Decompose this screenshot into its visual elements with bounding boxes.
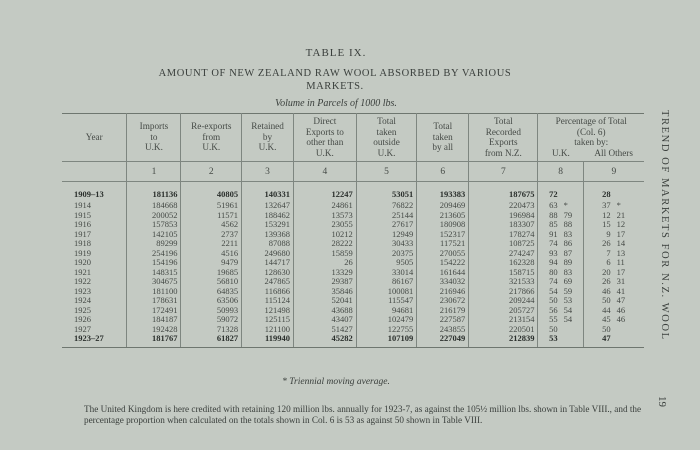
row-value: 11571 [181, 211, 242, 221]
row-value: 12949 [356, 230, 417, 240]
row-value: 125115 [242, 315, 294, 325]
row-value: 161644 [417, 268, 469, 278]
row-value: 6 [606, 257, 611, 267]
row-value: 51427 [293, 325, 356, 335]
header-retained: Retained by U.K. [242, 114, 294, 162]
row-value: 153291 [242, 220, 294, 230]
row-value: 121100 [242, 325, 294, 335]
row-value: 88 [561, 220, 584, 230]
header-pct-others: All Others [594, 147, 633, 158]
row-value: 321533 [469, 277, 538, 287]
col-number: 4 [293, 162, 356, 182]
row-value: 119940 [242, 334, 294, 347]
row-value: 45 [602, 314, 611, 324]
row-value: 140331 [242, 189, 294, 201]
row-value: 71328 [181, 325, 242, 335]
row-value: 100081 [356, 287, 417, 297]
row-year: 1925 [62, 306, 127, 316]
row-value: 254196 [127, 249, 181, 259]
row-value: 86 [561, 239, 584, 249]
header-total-all: Total taken by all [417, 114, 469, 162]
row-value: 4516 [181, 249, 242, 259]
row-value: 54 [561, 315, 584, 325]
header-reexports: Re-exports from U.K. [181, 114, 242, 162]
row-value: 12 [602, 209, 611, 220]
row-value: 180908 [417, 220, 469, 230]
col-number: 9 [583, 162, 644, 182]
row-year: 1916 [62, 220, 127, 230]
col-number: 6 [417, 162, 469, 182]
row-value: 200052 [127, 211, 181, 221]
row-value: 117521 [417, 239, 469, 249]
row-value: 334032 [417, 277, 469, 287]
page-number: 19 [656, 396, 668, 407]
row-year: 1924 [62, 296, 127, 306]
row-year: 1923–27 [62, 334, 127, 347]
row-year: 1917 [62, 230, 127, 240]
row-value: 27617 [356, 220, 417, 230]
row-value: 79 [561, 211, 584, 221]
row-year: 1922 [62, 277, 127, 287]
row-value: 13 [616, 247, 626, 258]
row-value: 4562 [181, 220, 242, 230]
row-value [614, 325, 644, 335]
row-value: 37 [602, 200, 611, 210]
row-value: 11 [616, 257, 625, 267]
row-value: 55 [549, 314, 558, 324]
row-value: 19685 [181, 268, 242, 278]
row-value: 187675 [469, 189, 538, 201]
row-value: 17 [616, 228, 626, 239]
row-value: 59 [561, 287, 584, 297]
row-value: 47 [583, 334, 613, 347]
header-total-recorded: Total Recorded Exports from N.Z. [469, 114, 538, 162]
row-value [561, 325, 584, 335]
row-value: 230672 [417, 296, 469, 306]
row-value: 216179 [417, 306, 469, 316]
row-value: 158715 [469, 268, 538, 278]
col-number-blank [62, 162, 127, 182]
wool-markets-table [62, 113, 644, 348]
row-value: 47 [616, 295, 626, 305]
row-value: 9 [606, 228, 611, 239]
row-year: 1923 [62, 287, 127, 297]
row-value: 25144 [356, 211, 417, 221]
row-value: 85 [549, 219, 558, 229]
row-year: 1920 [62, 258, 127, 268]
row-value: 41 [616, 285, 626, 296]
row-value: 21 [616, 209, 626, 220]
row-value: 181767 [127, 334, 181, 347]
row-year: 1909–13 [62, 189, 127, 201]
row-value: 7 [606, 247, 611, 258]
row-value [614, 334, 644, 347]
row-value: 74 [549, 238, 558, 248]
row-value: 51961 [181, 201, 242, 211]
row-value: 28 [602, 189, 611, 200]
row-value: 162328 [469, 258, 538, 268]
row-value: 132647 [242, 201, 294, 211]
row-value: 10212 [293, 230, 356, 240]
row-value: 74 [549, 276, 558, 286]
row-value: 33014 [356, 268, 417, 278]
row-value: 31 [616, 276, 626, 286]
table-body [62, 189, 644, 347]
row-value: 128630 [242, 268, 294, 278]
row-value: 93 [549, 247, 558, 258]
row-value: 122755 [356, 325, 417, 335]
row-value: 50 [602, 295, 611, 305]
row-value: 13573 [293, 211, 356, 221]
row-value: 83 [561, 230, 584, 240]
row-value: 144717 [242, 258, 294, 268]
row-value: 46 [616, 304, 626, 315]
row-value: 40805 [181, 189, 242, 201]
row-value: 87 [561, 249, 584, 259]
row-value: 172491 [127, 306, 181, 316]
row-value: 30433 [356, 239, 417, 249]
row-value: 56 [549, 304, 558, 315]
row-value: 212839 [469, 334, 538, 347]
row-year: 1927 [62, 325, 127, 335]
row-value: 72 [549, 189, 558, 200]
row-value: 52041 [293, 296, 356, 306]
row-value: 59072 [181, 315, 242, 325]
table-subtitle: AMOUNT OF NEW ZEALAND RAW WOOL ABSORBED BY VARIOUS MARKETS. [158, 68, 512, 92]
row-value: 193383 [417, 189, 469, 201]
row-value: 35846 [293, 287, 356, 297]
row-value: 107109 [356, 334, 417, 347]
row-value: 45282 [293, 334, 356, 347]
header-year: Year [62, 114, 127, 162]
row-value: * [561, 201, 584, 211]
row-value: 64835 [181, 287, 242, 297]
row-value: 115124 [242, 296, 294, 306]
row-value: 50 [549, 295, 558, 305]
row-value: 89 [561, 258, 584, 268]
col-number: 2 [181, 162, 242, 182]
row-value: 102479 [356, 315, 417, 325]
row-value: 53 [538, 334, 561, 347]
row-value: 192428 [127, 325, 181, 335]
row-value: 23055 [293, 220, 356, 230]
row-value: 20 [602, 266, 611, 277]
row-value: 181136 [127, 189, 181, 201]
row-value: 304675 [127, 277, 181, 287]
row-value: 205727 [469, 306, 538, 316]
row-value: 91 [549, 228, 558, 239]
row-value: 12247 [293, 189, 356, 201]
row-value: 50993 [181, 306, 242, 316]
table-title: TABLE IX. [305, 47, 367, 59]
row-value: 26 [602, 238, 611, 248]
row-value: 243855 [417, 325, 469, 335]
row-value: 50 [549, 323, 558, 334]
row-value: 28222 [293, 239, 356, 249]
row-value: 94 [549, 257, 558, 267]
row-value: 142105 [127, 230, 181, 240]
row-value: 53 [561, 296, 584, 306]
row-value: 213154 [469, 315, 538, 325]
row-value: 116866 [242, 287, 294, 297]
row-value: 183307 [469, 220, 538, 230]
row-value: 50 [602, 323, 611, 334]
row-value: 184187 [127, 315, 181, 325]
row-value: 249680 [242, 249, 294, 259]
header-percentage: Percentage of Total (Col. 6) taken by: [538, 114, 644, 148]
row-value: 13329 [293, 268, 356, 278]
row-value: 89299 [127, 239, 181, 249]
row-value: 54 [549, 285, 558, 296]
footnote: * Triennial moving average. [282, 377, 390, 387]
row-value: 227049 [417, 334, 469, 347]
row-value: 184668 [127, 201, 181, 211]
running-title: TREND OF MARKETS FOR N.Z. WOOL [659, 110, 670, 341]
explanatory-paragraph: The United Kingdom is here credited with retaining 120 million lbs. annually for 1923-7, as against the 105½ million lbs. shown in Table VIII., and the percentage proportion when calculated on the totals shown in Col. 6 is 53 as against 50 shown in Table VIII. [84, 404, 642, 425]
row-value: 9505 [356, 258, 417, 268]
row-year: 1914 [62, 201, 127, 211]
header-direct-exports: Direct Exports to other than U.K. [293, 114, 356, 162]
row-value: 80 [549, 266, 558, 277]
row-value: 152317 [417, 230, 469, 240]
row-value: 24861 [293, 201, 356, 211]
col-number: 1 [127, 162, 181, 182]
row-year: 1919 [62, 249, 127, 259]
row-value [561, 334, 584, 347]
row-year: 1918 [62, 239, 127, 249]
row-value: 15 [602, 219, 611, 229]
row-value: 12 [616, 219, 626, 229]
row-value: 63 [549, 200, 558, 210]
row-value: 14 [616, 238, 626, 248]
row-value: 213605 [417, 211, 469, 221]
row-value: 26 [293, 258, 356, 268]
row-value: 69 [561, 277, 584, 287]
row-value: 43407 [293, 315, 356, 325]
row-value: 88 [549, 209, 558, 220]
row-value: 94681 [356, 306, 417, 316]
row-year: 1921 [62, 268, 127, 278]
col-number: 5 [356, 162, 417, 182]
row-value: 181100 [127, 287, 181, 297]
row-value: 46 [602, 285, 611, 296]
row-value: 196984 [469, 211, 538, 221]
row-value: 56810 [181, 277, 242, 287]
row-value: 44 [602, 304, 611, 315]
row-value: 209469 [417, 201, 469, 211]
row-value: 216946 [417, 287, 469, 297]
header-total-outside: Total taken outside U.K. [356, 114, 417, 162]
row-value: 53051 [356, 189, 417, 201]
row-value: 43688 [293, 306, 356, 316]
row-value: 115547 [356, 296, 417, 306]
row-value: 29387 [293, 277, 356, 287]
row-value: 2211 [181, 239, 242, 249]
row-value: 46 [616, 314, 626, 324]
row-value: 26 [602, 276, 611, 286]
header-imports: Imports to U.K. [127, 114, 181, 162]
row-value: 83 [561, 268, 584, 278]
row-value: 20375 [356, 249, 417, 259]
col-number: 7 [469, 162, 538, 182]
row-value: 86167 [356, 277, 417, 287]
row-value: 227587 [417, 315, 469, 325]
header-pct-uk: U.K. [551, 147, 570, 158]
row-value: 270055 [417, 249, 469, 259]
row-value: 217866 [469, 287, 538, 297]
row-value: 274247 [469, 249, 538, 259]
row-value: 154222 [417, 258, 469, 268]
row-value: 9479 [181, 258, 242, 268]
row-year: 1915 [62, 211, 127, 221]
row-value: 178631 [127, 296, 181, 306]
row-value: 87088 [242, 239, 294, 249]
row-value: 157853 [127, 220, 181, 230]
col-number: 3 [242, 162, 294, 182]
row-value: 15859 [293, 249, 356, 259]
row-value: 188462 [242, 211, 294, 221]
row-value: * [616, 200, 621, 210]
row-value: 63506 [181, 296, 242, 306]
row-value: 61827 [181, 334, 242, 347]
row-value: 247865 [242, 277, 294, 287]
col-number: 8 [538, 162, 583, 182]
row-value: 76822 [356, 201, 417, 211]
row-year: 1926 [62, 315, 127, 325]
row-value: 220473 [469, 201, 538, 211]
row-value: 139368 [242, 230, 294, 240]
row-value: 17 [616, 266, 626, 277]
row-value: 54 [561, 306, 584, 316]
row-value: 178274 [469, 230, 538, 240]
row-value: 108725 [469, 239, 538, 249]
row-value: 154196 [127, 258, 181, 268]
row-value: 148315 [127, 268, 181, 278]
row-value: 209244 [469, 296, 538, 306]
row-value: 220501 [469, 325, 538, 335]
volume-note: Volume in Parcels of 1000 lbs. [275, 98, 397, 109]
row-value: 121498 [242, 306, 294, 316]
row-value: 2737 [181, 230, 242, 240]
table-row [62, 334, 644, 347]
